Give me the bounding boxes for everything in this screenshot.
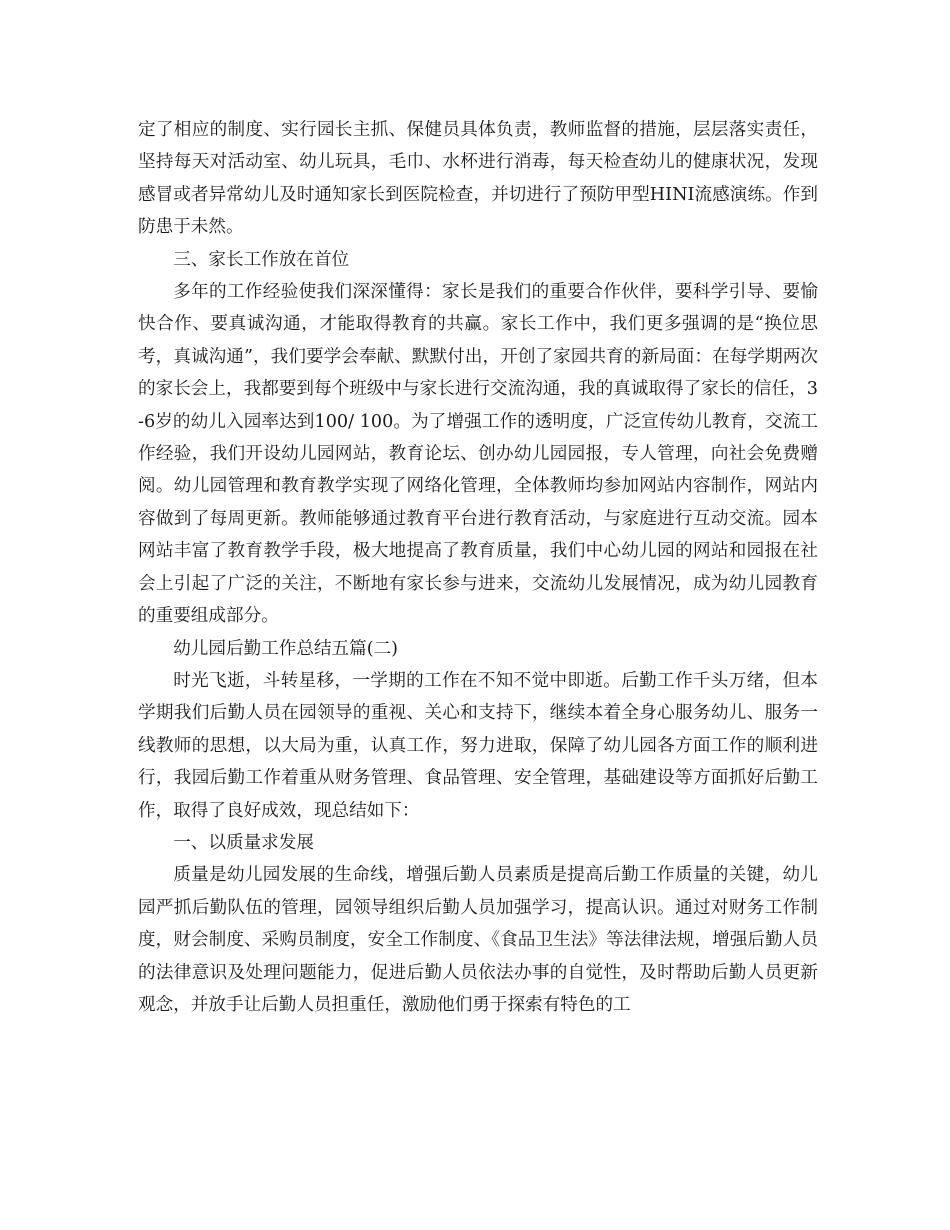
paragraph-quality: 质量是幼儿园发展的生命线，增强后勤人员素质是提高后勤工作质量的关键，幼儿园严抓后勤队伍的管理，园领导组织后勤人员加强学习，提高认识。通过对财务工作制度，财会制度、采购员制度，安全工作制度、《食品卫生法》等法律法规，增强后勤人员的法律意识及处理问题能力，促进后勤人员依法办事的自觉性，及时帮助后勤人员更新观念，并放手让后勤人员担重任，激励他们勇于探索有特色的工	[138, 865, 818, 1015]
article-heading-part-two: 幼儿园后勤工作总结五篇(二)	[173, 638, 399, 659]
paragraph-continuation: 定了相应的制度、实行园长主抓、保健员具体负责，教师监督的措施，层层落实责任，坚持每天对活动室、幼儿玩具，毛巾、水杯进行消毒，每天检查幼儿的健康状况，发现感冒或者异常幼儿及时通知家长到医院检查，并切进行了预防甲型HINI流感演练。作到防患于未然。	[138, 120, 818, 238]
paragraph-intro: 时光飞逝，斗转星移，一学期的工作在不知不觉中即逝。后勤工作千头万绪，但本学期我们后勤人员在园领导的重视、关心和支持下，继续本着全身心服务幼儿、服务一线教师的思想，以大局为重，认真工作，努力进取，保障了幼儿园各方面工作的顺利进行，我园后勤工作着重从财务管理、食品管理、安全管理，基础建设等方面抓好后勤工作，取得了良好成效，现总结如下：	[138, 670, 818, 821]
section-heading-quality: 一、以质量求发展	[173, 832, 314, 853]
section-heading-parent-work: 三、家长工作放在首位	[173, 249, 350, 270]
document-body	[138, 114, 818, 1021]
paragraph-parent-work: 多年的工作经验使我们深深懂得：家长是我们的重要合作伙伴，要科学引导、要愉快合作、要真诚沟通，才能取得教育的共赢。家长工作中，我们更多强调的是“换位思考，真诚沟通”，我们要学会奉献、默默付出，开创了家园共育的新局面：在每学期两次的家长会上，我都要到每个班级中与家长进行交流沟通，我的真诚取得了家长的信任，3-6岁的幼儿入园率达到100/ 100。为了增强工作的透明度，广泛宣传幼儿教育，交流工作经验，我们开设幼儿园网站，教育论坛、创办幼儿园园报，专人管理，向社会免费赠阅。幼儿园管理和教育教学实现了网络化管理，全体教师均参加网站内容制作，网站内容做到了每周更新。教师能够通过教育平台进行教育活动，与家庭进行互动交流。园本网站丰富了教育教学手段，极大地提高了教育质量，我们中心幼儿园的网站和园报在社会上引起了广泛的关注，不断地有家长参与进来，交流幼儿发展情况，成为幼儿园教育的重要组成部分。	[138, 282, 818, 627]
